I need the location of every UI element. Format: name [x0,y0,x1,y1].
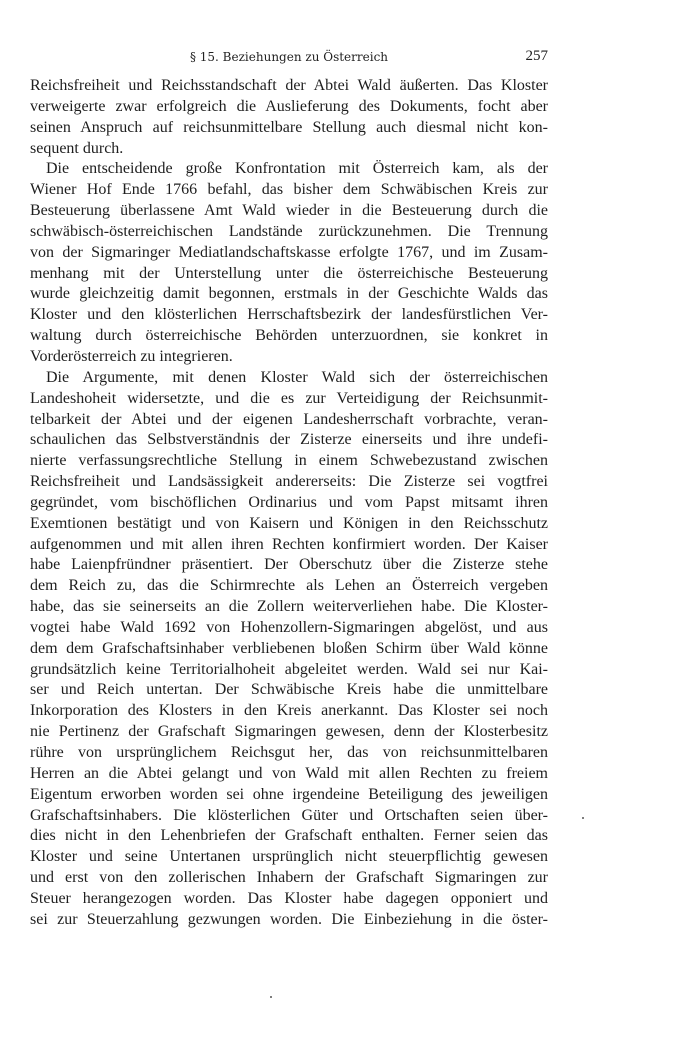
text-line: dem dem Grafschaftsinhaber verbliebenen bloßen Schirm über Wald könne [30,639,548,657]
text-line: Inkorporation des Klosters in den Kreis anerkannt. Das Kloster sei noch [30,702,548,720]
text-line: Kloster und seine Untertanen ursprünglich nicht steuerpflichtig gewesen [30,848,548,866]
text-line: sei zur Steuerzahlung gezwungen worden. Die Einbeziehung in die öster- [30,910,548,928]
text-line: Die entscheidende große Konfrontation mit Österreich kam, als der [46,160,548,178]
text-line: menhang mit der Unterstellung unter die österreichische Besteuerung [30,264,548,282]
text-line: Landeshoheit widersetzte, und die es zur Verteidigung der Reichsunmit- [30,389,548,407]
text-line: sequent durch. [30,139,124,157]
text-line: waltung durch österreichische Behörden unterzuordnen, sie konkret in [30,327,548,345]
text-line: vogtei habe Wald 1692 von Hohenzollern-Sigmaringen abgelöst, und aus [30,618,548,636]
text-line: Kloster und den klösterlichen Herrschaftsbezirk der landesfürstlichen Ver- [30,306,548,324]
text-line: gegründet, vom bischöflichen Ordinarius und vom Papst mitsamt ihren [30,493,548,511]
text-line: grundsätzlich keine Territorialhoheit abgeleitet werden. Wald sei nur Kai- [30,660,548,678]
text-line: schaulichen das Selbstverständnis der Zisterze einerseits und ihre undefi- [30,431,548,449]
text-line: schwäbisch-österreichischen Landstände zurückzunehmen. Die Trennung [30,222,548,240]
page-number: 257 [525,48,548,64]
text-line: Reichsfreiheit und Landsässigkeit andererseits: Die Zisterze sei vogtfrei [30,473,548,491]
text-line: dem Reich zu, das die Schirmrechte als Lehen an Österreich vergeben [30,577,548,595]
text-line: Exemtionen bestätigt und von Kaisern und Königen in den Reichsschutz [30,514,548,532]
margin-dot [270,996,272,998]
text-line: telbarkeit der Abtei und der eigenen Landesherrschaft vorbrachte, veran- [30,410,548,428]
text-line: und erst von den zollerischen Inhabern der Grafschaft Sigmaringen zur [30,869,548,887]
body-text [30,76,548,931]
running-head: § 15. Beziehungen zu Österreich [189,50,389,64]
margin-dot [582,817,584,819]
page-header [30,50,548,70]
text-line: wurde gleichzeitig damit begonnen, erstmals in der Geschichte Walds das [30,285,548,303]
text-line: nierte verfassungsrechtliche Stellung in einem Schwebezustand zwischen [30,452,548,470]
text-line: verweigerte zwar erfolgreich die Auslieferung des Dokuments, focht aber [30,97,548,115]
text-line: von der Sigmaringer Mediatlandschaftskasse erfolgte 1767, und im Zusam- [30,243,548,261]
text-line: Herren an die Abtei gelangt und von Wald mit allen Rechten zu freiem [30,764,548,782]
text-line: Besteuerung überlassene Amt Wald wieder in die Besteuerung durch die [30,202,548,220]
text-line: aufgenommen und mit allen ihren Rechten konfirmiert worden. Der Kaiser [30,535,548,553]
text-line: Eigentum erworben worden sei ohne irgendeine Beteiligung des jeweiligen [30,785,548,803]
text-line: nie Pertinenz der Grafschaft Sigmaringen gewesen, denn der Klosterbesitz [30,723,548,741]
text-line: habe Laienpfründner präsentiert. Der Oberschutz über die Zisterze stehe [30,556,548,574]
text-line: dies nicht in den Lehenbriefen der Grafschaft enthalten. Ferner seien das [30,827,548,845]
text-line: ser und Reich untertan. Der Schwäbische Kreis habe die unmittelbare [30,681,548,699]
text-line: Steuer herangezogen worden. Das Kloster habe dagegen opponiert und [30,889,548,907]
text-line: Die Argumente, mit denen Kloster Wald sich der österreichischen [46,368,548,386]
text-line: rühre von ursprünglichem Reichsgut her, das von reichsunmittelbaren [30,744,548,761]
text-line: Reichsfreiheit und Reichsstandschaft der Abtei Wald äußerten. Das Kloster [30,77,548,94]
text-line: seinen Anspruch auf reichsunmittelbare Stellung auch diesmal nicht kon- [30,118,548,136]
text-line: Wiener Hof Ende 1766 befahl, das bisher dem Schwäbischen Kreis zur [30,181,548,199]
text-line: habe, das sie seinerseits an die Zollern weiterverliehen habe. Die Kloster- [30,598,548,616]
text-line: Vorderösterreich zu integrieren. [30,347,233,365]
text-line: Grafschaftsinhabers. Die klösterlichen Güter und Ortschaften seien über- [30,806,548,824]
